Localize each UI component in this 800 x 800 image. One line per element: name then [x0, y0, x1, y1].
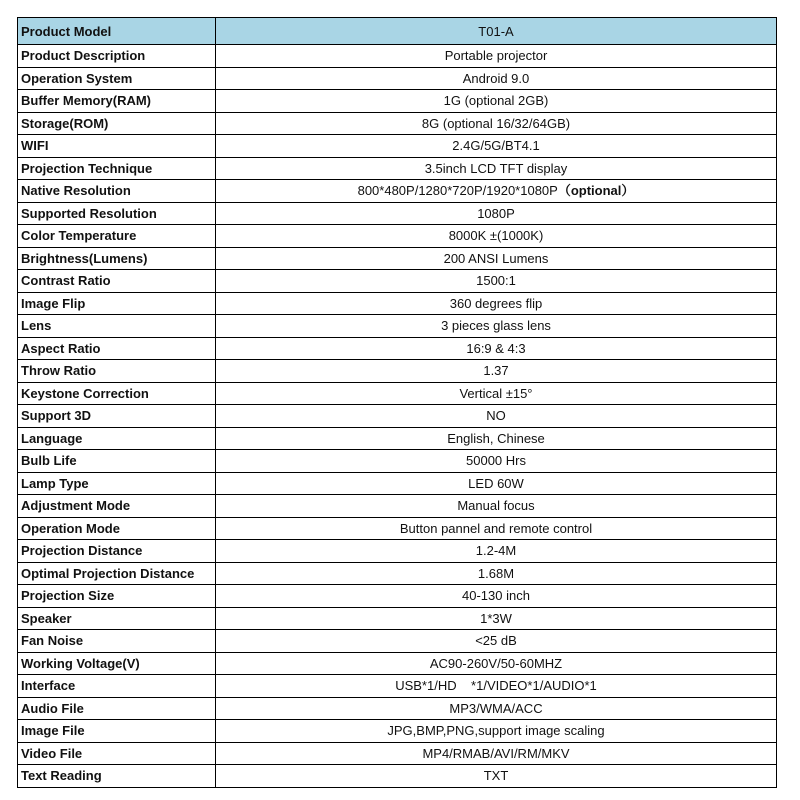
spec-row	[18, 697, 777, 720]
spec-value: LED 60W	[216, 472, 777, 495]
spec-value: <25 dB	[216, 630, 777, 653]
spec-value: 1500:1	[216, 270, 777, 293]
spec-label: Aspect Ratio	[18, 337, 216, 360]
spec-value: 40-130 inch	[216, 585, 777, 608]
spec-value-main: 800*480P/1280*720P/1920*1080P	[357, 183, 558, 199]
spec-value: 1.2-4M	[216, 540, 777, 563]
spec-label: Projection Distance	[18, 540, 216, 563]
spec-label: WIFI	[18, 135, 216, 158]
spec-value: Android 9.0	[216, 67, 777, 90]
spec-row	[18, 720, 777, 743]
spec-value: 1G (optional 2GB)	[216, 90, 777, 113]
spec-value: 200 ANSI Lumens	[216, 247, 777, 270]
spec-label: Product Description	[18, 45, 216, 68]
spec-header-value: T01-A	[216, 18, 777, 45]
spec-value: 1080P	[216, 202, 777, 225]
spec-value: 16:9 & 4:3	[216, 337, 777, 360]
spec-label: Text Reading	[18, 765, 216, 788]
spec-value: TXT	[216, 765, 777, 788]
spec-row	[18, 517, 777, 540]
spec-label: Image File	[18, 720, 216, 743]
spec-value-optional: （optional）	[557, 183, 635, 199]
spec-value: 1*3W	[216, 607, 777, 630]
spec-row	[18, 180, 777, 203]
spec-row	[18, 337, 777, 360]
spec-label: Lens	[18, 315, 216, 338]
spec-row	[18, 652, 777, 675]
spec-row	[18, 67, 777, 90]
spec-value	[216, 180, 777, 203]
spec-row	[18, 382, 777, 405]
spec-value: Vertical ±15°	[216, 382, 777, 405]
spec-value: NO	[216, 405, 777, 428]
spec-value: Portable projector	[216, 45, 777, 68]
spec-row	[18, 427, 777, 450]
spec-label: Keystone Correction	[18, 382, 216, 405]
spec-value: Manual focus	[216, 495, 777, 518]
spec-label: Fan Noise	[18, 630, 216, 653]
spec-label: Image Flip	[18, 292, 216, 315]
spec-value: 360 degrees flip	[216, 292, 777, 315]
spec-row	[18, 90, 777, 113]
spec-row	[18, 675, 777, 698]
spec-label: Throw Ratio	[18, 360, 216, 383]
spec-row	[18, 607, 777, 630]
spec-row	[18, 157, 777, 180]
spec-row	[18, 270, 777, 293]
spec-row	[18, 472, 777, 495]
spec-label: Supported Resolution	[18, 202, 216, 225]
spec-label: Projection Size	[18, 585, 216, 608]
spec-label: Storage(ROM)	[18, 112, 216, 135]
spec-label: Interface	[18, 675, 216, 698]
spec-row	[18, 315, 777, 338]
spec-row	[18, 495, 777, 518]
spec-value: English, Chinese	[216, 427, 777, 450]
spec-row	[18, 630, 777, 653]
spec-value: 8G (optional 16/32/64GB)	[216, 112, 777, 135]
spec-row	[18, 225, 777, 248]
spec-label: Speaker	[18, 607, 216, 630]
spec-row	[18, 540, 777, 563]
spec-value: 8000K ±(1000K)	[216, 225, 777, 248]
spec-row	[18, 742, 777, 765]
spec-row	[18, 247, 777, 270]
spec-label: Operation Mode	[18, 517, 216, 540]
spec-value: 1.68M	[216, 562, 777, 585]
spec-value: 3 pieces glass lens	[216, 315, 777, 338]
spec-row	[18, 405, 777, 428]
spec-label: Adjustment Mode	[18, 495, 216, 518]
spec-row	[18, 450, 777, 473]
spec-value: MP4/RMAB/AVI/RM/MKV	[216, 742, 777, 765]
spec-label: Language	[18, 427, 216, 450]
spec-value: USB*1/HD *1/VIDEO*1/AUDIO*1	[216, 675, 777, 698]
spec-label: Buffer Memory(RAM)	[18, 90, 216, 113]
spec-label: Contrast Ratio	[18, 270, 216, 293]
spec-label: Optimal Projection Distance	[18, 562, 216, 585]
spec-value: MP3/WMA/ACC	[216, 697, 777, 720]
spec-row	[18, 585, 777, 608]
spec-value: Button pannel and remote control	[216, 517, 777, 540]
spec-table-body	[18, 18, 777, 788]
spec-row	[18, 292, 777, 315]
spec-value: 1.37	[216, 360, 777, 383]
spec-label: Native Resolution	[18, 180, 216, 203]
spec-row	[18, 135, 777, 158]
spec-label: Audio File	[18, 697, 216, 720]
spec-label: Video File	[18, 742, 216, 765]
spec-label: Support 3D	[18, 405, 216, 428]
spec-row	[18, 45, 777, 68]
spec-row	[18, 562, 777, 585]
spec-header-label: Product Model	[18, 18, 216, 45]
spec-label: Bulb Life	[18, 450, 216, 473]
spec-value: JPG,BMP,PNG,support image scaling	[216, 720, 777, 743]
spec-row	[18, 360, 777, 383]
spec-label: Lamp Type	[18, 472, 216, 495]
spec-label: Working Voltage(V)	[18, 652, 216, 675]
spec-value: 2.4G/5G/BT4.1	[216, 135, 777, 158]
spec-label: Operation System	[18, 67, 216, 90]
spec-value: 50000 Hrs	[216, 450, 777, 473]
spec-label: Brightness(Lumens)	[18, 247, 216, 270]
spec-table	[17, 17, 777, 788]
spec-label: Projection Technique	[18, 157, 216, 180]
spec-value: 3.5inch LCD TFT display	[216, 157, 777, 180]
spec-header-row	[18, 18, 777, 45]
spec-row	[18, 765, 777, 788]
spec-row	[18, 112, 777, 135]
spec-value: AC90-260V/50-60MHZ	[216, 652, 777, 675]
spec-label: Color Temperature	[18, 225, 216, 248]
spec-row	[18, 202, 777, 225]
